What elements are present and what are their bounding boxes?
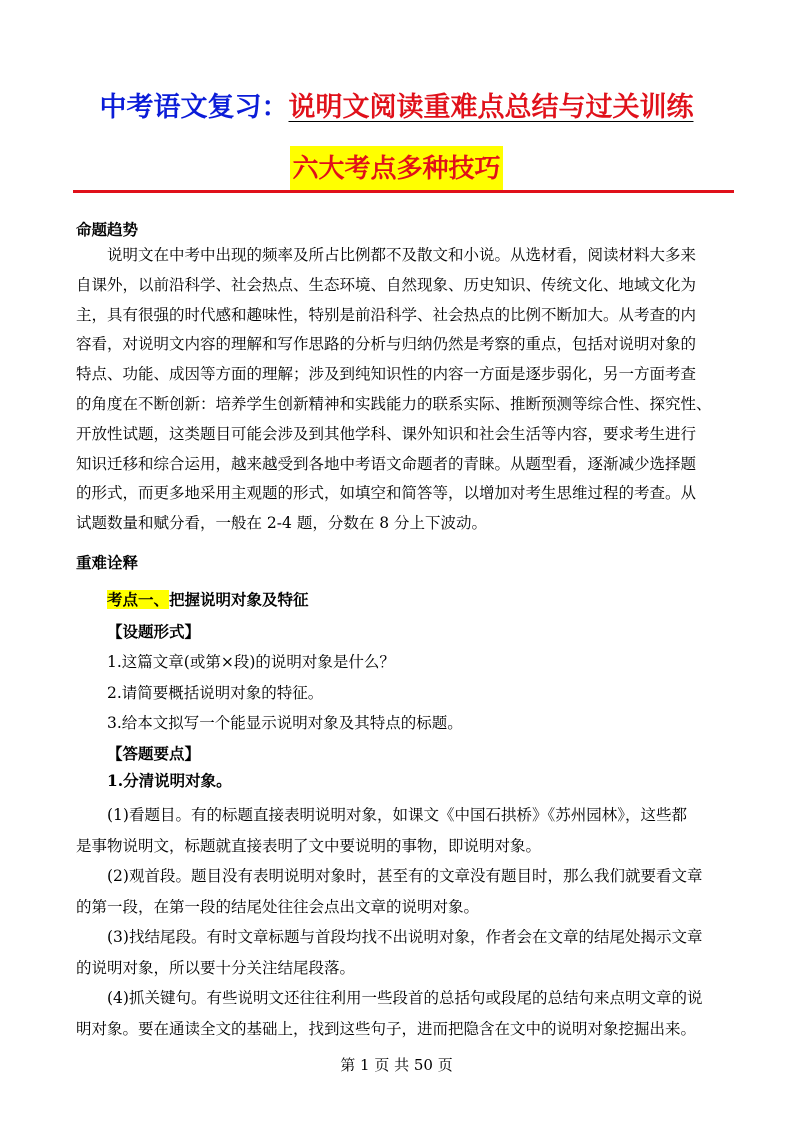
point-one-label: 考点一、: [107, 590, 170, 609]
trend-heading: 命题趋势: [76, 220, 139, 239]
form-item: 1.这篇文章(或第×段)的说明对象是什么？: [107, 653, 395, 671]
form-item: 2.请简要概括说明对象的特征。: [107, 683, 324, 702]
title-main: 说明文阅读重难点总结与过关训练: [288, 92, 694, 123]
form-list: [107, 647, 753, 739]
answer-line: (2)观首段。题目没有表明说明对象时，甚至有的文章没有题目时，那么我们就要看文章: [76, 867, 703, 885]
answer-line: 明对象。要在通读全文的基础上，找到这些句子，进而把隐含在文中的说明对象挖掘出来。: [76, 1019, 697, 1038]
answer-heading: 【答题要点】: [107, 744, 201, 763]
trend-line: 特点、功能、成因等方面的理解；涉及到纯知识性的内容一方面是逐步弱化，另一方面考查: [76, 365, 697, 384]
document-title: [0, 88, 793, 128]
title-prefix: 中考语文复习：: [99, 92, 289, 123]
document-subtitle: 六大考点多种技巧: [290, 146, 502, 192]
trend-paragraph: [76, 241, 722, 539]
trend-line: 说明文在中考中出现的频率及所占比例都不及散文和小说。从选材看，阅读材料大多来: [76, 246, 697, 264]
trend-line: 开放性试题，这类题目可能会涉及到其他学科、课外知识和社会生活等内容，要求考生进行: [76, 424, 697, 443]
answer-paragraphs: [76, 800, 722, 1044]
answer-line: 的说明对象，所以要十分关注结尾段落。: [76, 958, 356, 977]
trend-line: 主，具有很强的时代感和趣味性，特别是前沿科学、社会热点的比例不断加大。从考查的内: [76, 305, 697, 324]
answer-line: (3)找结尾段。有时文章标题与首段均找不出说明对象，作者会在文章的结尾处揭示文章: [76, 928, 703, 946]
point-one-heading: [107, 588, 309, 612]
answer-line: (4)抓关键句。有些说明文还往往利用一些段首的总括句或段尾的总结句来点明文章的说: [76, 989, 703, 1007]
answer-subheading: 1.分清说明对象。: [107, 771, 232, 790]
page-number: 第 1 页 共 50 页: [340, 1056, 453, 1074]
trend-line: 的角度在不断创新：培养学生创新精神和实践能力的联系实际、推断预测等综合性、探究性、: [76, 394, 712, 413]
trend-line: 知识迁移和综合运用，越来越受到各地中考语文命题者的青睐。从题型看，逐渐减少选择题: [76, 454, 697, 473]
subtitle-container: [0, 146, 793, 192]
answer-line: (1)看题目。有的标题直接表明说明对象，如课文《中国石拱桥》《苏州园林》，这些都: [76, 806, 687, 824]
difficulty-heading: 重难诠释: [76, 553, 139, 572]
form-heading: 【设题形式】: [107, 622, 201, 641]
trend-line: 自课外，以前沿科学、社会热点、生态环境、自然现象、历史知识、传统文化、地域文化为: [76, 275, 697, 294]
trend-line: 容看，对说明文内容的理解和写作思路的分析与归纳仍然是考察的重点，包括对说明对象的: [76, 335, 697, 354]
form-item: 3.给本文拟写一个能显示说明对象及其特点的标题。: [107, 714, 463, 732]
answer-line: 是事物说明文，标题就直接表明了文中要说明的事物，即说明对象。: [76, 836, 542, 855]
trend-line: 的形式，而更多地采用主观题的形式，如填空和简答等，以增加对考生思维过程的考查。从: [76, 484, 697, 503]
title-divider: [73, 190, 734, 193]
trend-line: 试题数量和赋分看，一般在 2-4 题，分数在 8 分上下波动。: [76, 514, 488, 533]
point-one-title: 把握说明对象及特征: [169, 590, 309, 609]
answer-line: 的第一段，在第一段的结尾处往往会点出文章的说明对象。: [76, 897, 480, 916]
